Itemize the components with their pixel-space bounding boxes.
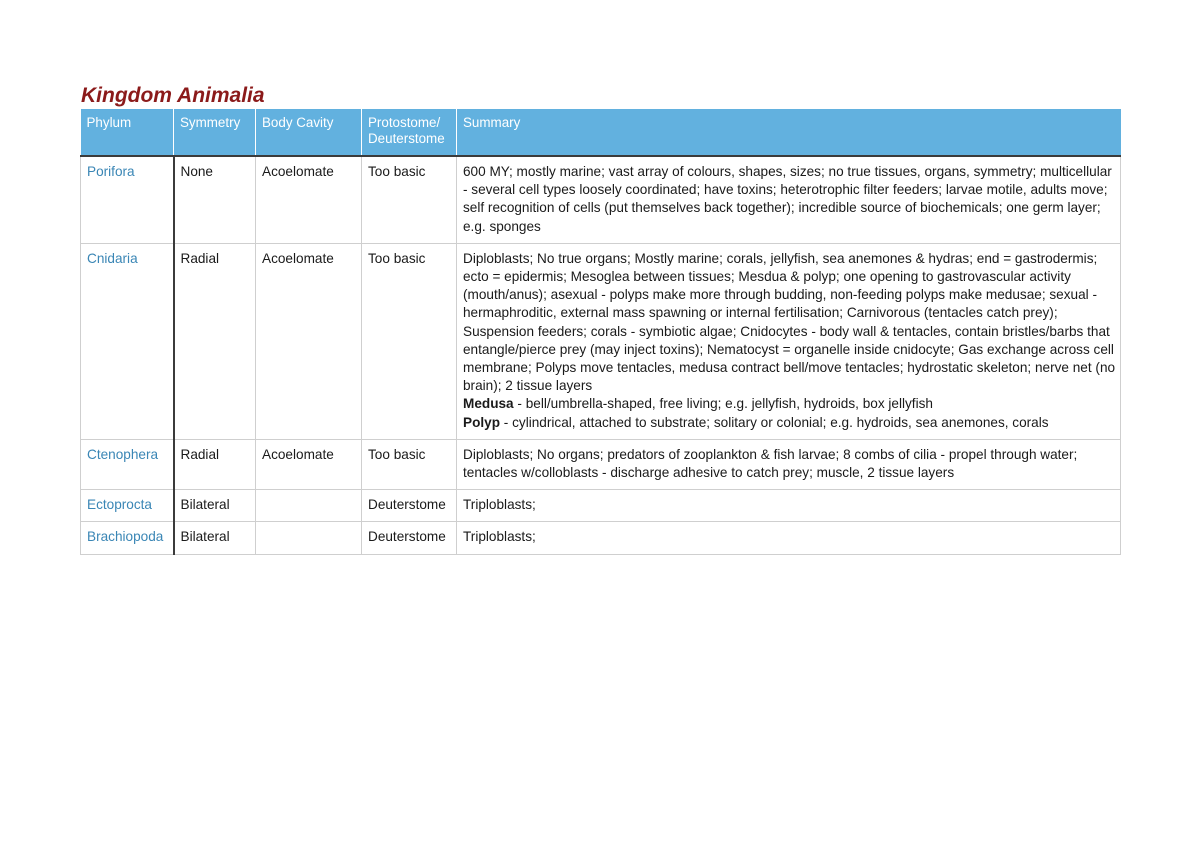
protostome-cell: Too basic <box>362 156 457 243</box>
medusa-term: Medusa <box>463 396 514 412</box>
phylum-cell: Ectoprocta <box>81 490 174 522</box>
summary-cell <box>457 243 1121 439</box>
symmetry-cell: Radial <box>174 243 256 439</box>
header-phylum: Phylum <box>81 109 174 156</box>
body-cavity-cell <box>256 522 362 554</box>
summary-text: Diploblasts; No true organs; Mostly marine; corals, jellyfish, sea anemones & hydras; end = gastrodermis; ecto = epidermis; Mesoglea between tissues; Mesdua & polyp; one opening to gastrovascular activity (mouth/anus); asexual - polyps make more through budding, non-feeding polyps make medusae; sexual - hermaphroditic, external mass spawning or internal fertilisation; Carnivorous (tentacles catch prey); Suspension feeders; corals - symbiotic algae; Cnidocytes - body wall & tentacles, contain bristles/barbs that entangle/pierce prey (may inject toxins); Nematocyst = organelle inside cnidocyte; Gas exchange across cell membrane; Polyps move tentacles, medusa contract bell/move tentacles; hydrostatic skeleton; nerve net (no brain); 2 tissue layers <box>463 250 1116 394</box>
medusa-description: - bell/umbrella-shaped, free living; e.g. jellyfish, hydroids, box jellyfish <box>513 396 933 412</box>
summary-cell: Diploblasts; No organs; predators of zooplankton & fish larvae; 8 combs of cilia - propel through water; tentacles w/colloblasts - discharge adhesive to catch prey; muscle, 2 tissue layers <box>457 439 1121 489</box>
polyp-description: - cylindrical, attached to substrate; solitary or colonial; e.g. hydroids, sea anemones, corals <box>500 414 1049 430</box>
phylum-cell: Brachiopoda <box>81 522 174 554</box>
header-summary: Summary <box>457 109 1121 156</box>
table-row <box>81 439 1121 489</box>
header-protostome-deuterstome <box>362 109 457 156</box>
protostome-cell: Too basic <box>362 439 457 489</box>
summary-cell: Triploblasts; <box>457 490 1121 522</box>
phylum-cell: Cnidaria <box>81 243 174 439</box>
table-row <box>81 522 1121 554</box>
table-row <box>81 243 1121 439</box>
header-proto-line1: Protostome/ <box>368 115 441 130</box>
phylum-cell: Ctenophera <box>81 439 174 489</box>
table-row <box>81 490 1121 522</box>
summary-cell: Triploblasts; <box>457 522 1121 554</box>
header-proto-line2: Deuterstome <box>368 131 445 146</box>
symmetry-cell: None <box>174 156 256 243</box>
header-symmetry: Symmetry <box>174 109 256 156</box>
body-cavity-cell: Acoelomate <box>256 156 362 243</box>
phylum-cell: Porifora <box>81 156 174 243</box>
header-body-cavity: Body Cavity <box>256 109 362 156</box>
protostome-cell: Too basic <box>362 243 457 439</box>
protostome-cell: Deuterstome <box>362 522 457 554</box>
protostome-cell: Deuterstome <box>362 490 457 522</box>
symmetry-cell: Radial <box>174 439 256 489</box>
body-cavity-cell <box>256 490 362 522</box>
table-row <box>81 156 1121 243</box>
phylum-table <box>80 109 1121 555</box>
body-cavity-cell: Acoelomate <box>256 439 362 489</box>
symmetry-cell: Bilateral <box>174 522 256 554</box>
page-title: Kingdom Animalia <box>81 84 265 107</box>
body-cavity-cell: Acoelomate <box>256 243 362 439</box>
table-header-row <box>81 109 1121 156</box>
polyp-term: Polyp <box>463 414 501 430</box>
symmetry-cell: Bilateral <box>174 490 256 522</box>
summary-cell: 600 MY; mostly marine; vast array of colours, shapes, sizes; no true tissues, organs, symmetry; multicellular - several cell types loosely coordinated; have toxins; heterotrophic filter feeders; larvae motile, adults move; self recognition of cells (put themselves back together); incredible source of biochemicals; one germ layer; e.g. sponges <box>457 156 1121 243</box>
